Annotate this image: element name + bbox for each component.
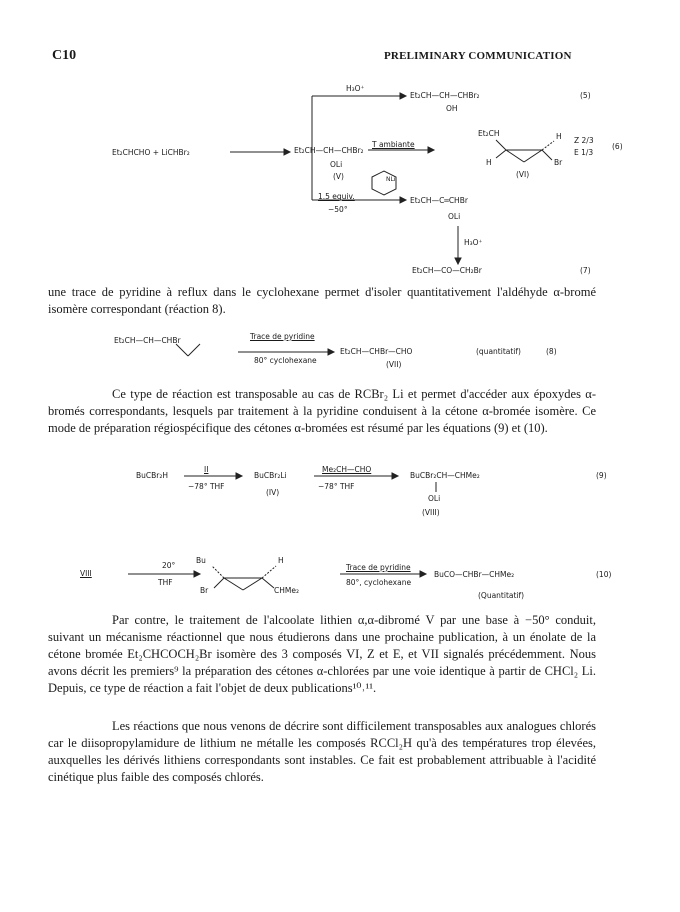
epoxide-bond: [542, 150, 552, 160]
arrowhead: [284, 149, 290, 155]
reagent-h3o-2: H₃O⁺: [464, 238, 483, 247]
epoxide-bond: [496, 150, 506, 158]
reagent-h3o: H₃O⁺: [346, 84, 365, 93]
epoxide-10-chme2: CHMe₂: [274, 586, 299, 595]
base-equiv: 1.5 equiv.: [318, 192, 355, 201]
compound-number-v: (V): [333, 172, 344, 181]
compound-number-vii: (VII): [386, 360, 402, 369]
intermediate-9: BuCBr₂Li: [254, 471, 287, 480]
reactant-10: VIII: [80, 569, 92, 578]
epoxide-bond: [524, 150, 542, 162]
equation-10: (10): [596, 570, 612, 579]
paragraph-3: Par contre, le traitement de l'alcoolate lithien α,α-dibromé V par une base à −50° conduit, suivant un mécanisme réactionnel que nous étudierons dans une prochaine publication, à un énolate de la cétone bromée Et₂CHCOCH₂Br isomère des 3 composés VI, Z et E, et VII signalés précédemment. Nous avons décrit les premiers⁹ la préparation des cétones α-chlorées par une voie identique à partir de CHCl₂ Li. Depuis, ce type de réaction a fait l'objet de deux publications¹⁰˒¹¹.: [48, 613, 596, 695]
epoxide-bond-10: [224, 578, 243, 590]
reagent-8-top: Trace de pyridine: [250, 332, 315, 341]
equation-9: (9): [596, 471, 607, 480]
reagent-10b-top: Trace de pyridine: [346, 563, 411, 572]
reagent-9b-top: Me₂CH—CHO: [322, 465, 372, 474]
base-nli: NLi: [386, 176, 396, 183]
compound-number-viii: (VIII): [422, 508, 440, 517]
reagent-10a-bottom: THF: [158, 578, 173, 587]
epoxide-bond: [506, 150, 524, 162]
page-number: C10: [52, 48, 77, 63]
epoxide-bond: [542, 141, 554, 150]
epoxide-10-h: H: [278, 556, 284, 565]
ratio-e: E 1/3: [574, 148, 594, 157]
arrowhead: [328, 349, 334, 355]
arrowhead: [455, 258, 461, 264]
reagent-8-bottom: 80° cyclohexane: [254, 356, 317, 365]
paragraph-2: Ce type de réaction est transposable au cas de RCBr₂ Li et permet d'accéder aux époxydes α-bromés correspondants, lesquels par traitement à la pyridine conduisent à la cétone α-bromée isomère. Ce mode de préparation régiospécifique des cétones α-bromées est résumé par les équations (9) et (10).: [48, 387, 596, 435]
enolate-oli: OLi: [448, 212, 461, 221]
epoxide-bond-8: [176, 344, 188, 356]
epoxide-10-bu: Bu: [196, 556, 206, 565]
arrowhead: [400, 93, 406, 99]
running-header: PRELIMINARY COMMUNICATION: [384, 50, 572, 62]
enolate: Et₂CH—C═CHBr: [410, 196, 468, 205]
arrowhead: [428, 147, 434, 153]
compound-number-vi: (VI): [516, 170, 530, 179]
epoxide-bond: [496, 140, 506, 150]
reagent-9b-bottom: −78° THF: [318, 482, 355, 491]
arrowhead: [400, 197, 406, 203]
arrowhead: [420, 571, 426, 577]
reactant-9: BuCBr₂H: [136, 471, 169, 480]
reagent-10a-top: 20°: [162, 561, 176, 570]
epoxide-et2ch: Et₂CH: [478, 129, 500, 138]
product-7: Et₂CH—CO—CH₂Br: [412, 266, 482, 275]
paragraph-4: Les réactions que nous venons de décrire sont difficilement transposables aux analogues chlorés car le diisopropylamidure de lithium ne métalle les composés RCCl₂H qu'à des températures trop élevées, auxquelles les dérivés lithiens correspondants sont instables. Ce fait est probablement attribuable à l'acidité cinétique plus faible des composés chlorés.: [48, 719, 596, 784]
epoxide-bond-10: [262, 578, 274, 588]
epoxide-bond-10: [262, 566, 276, 578]
equation-5: (5): [580, 91, 591, 100]
note-quantitatif: (quantitatif): [476, 347, 521, 356]
epoxide-bond-10: [214, 578, 224, 588]
epoxide-bond-10: [243, 578, 262, 590]
intermediate-oli: OLi: [330, 160, 343, 169]
reagent-9a-top: II: [204, 465, 209, 474]
reagent-9a-bottom: −78° THF: [188, 482, 225, 491]
arrowhead: [194, 571, 200, 577]
reactant-aldehyde: Et₂CHCHO + LiCHBr₂: [112, 148, 190, 157]
product-9: BuCBr₂CH—CHMe₂: [410, 471, 480, 480]
arrowhead: [236, 473, 242, 479]
epoxide-h-top: H: [556, 132, 562, 141]
base-temperature: −50°: [328, 205, 348, 214]
epoxide-10-br: Br: [200, 586, 209, 595]
product-10: BuCO—CHBr—CHMe₂: [434, 570, 515, 579]
epoxide-h-bottom: H: [486, 158, 492, 167]
reagent-10b-bottom: 80°, cyclohexane: [346, 578, 412, 587]
product-9-oli: OLi: [428, 494, 441, 503]
note-quantitatif-10: (Quantitatif): [478, 591, 525, 600]
epoxide-br: Br: [554, 158, 563, 167]
arrowhead: [392, 473, 398, 479]
equation-7: (7): [580, 266, 591, 275]
product-8: Et₂CH—CHBr—CHO: [340, 347, 413, 356]
product-5-oh: OH: [446, 104, 458, 113]
paragraph-1: une trace de pyridine à reflux dans le cyclohexane permet d'isoler quantitativement l'aldéhyde α-bromé isomère correspondant (réaction 8).: [48, 285, 596, 316]
reactant-8: Et₂CH—CH—CHBr: [114, 336, 181, 345]
reagent-ambient: T ambiante: [372, 140, 415, 149]
compound-number-iv: (IV): [266, 488, 280, 497]
equation-8: (8): [546, 347, 557, 356]
product-5: Et₂CH—CH—CHBr₂: [410, 91, 480, 100]
equation-6: (6): [612, 142, 623, 151]
epoxide-bond-8: [188, 344, 200, 356]
ratio-z: Z 2/3: [574, 136, 594, 145]
piperidine-ring: [372, 171, 396, 195]
epoxide-bond-10: [212, 566, 224, 578]
intermediate-alkoxide: Et₂CH—CH—CHBr₂: [294, 146, 364, 155]
